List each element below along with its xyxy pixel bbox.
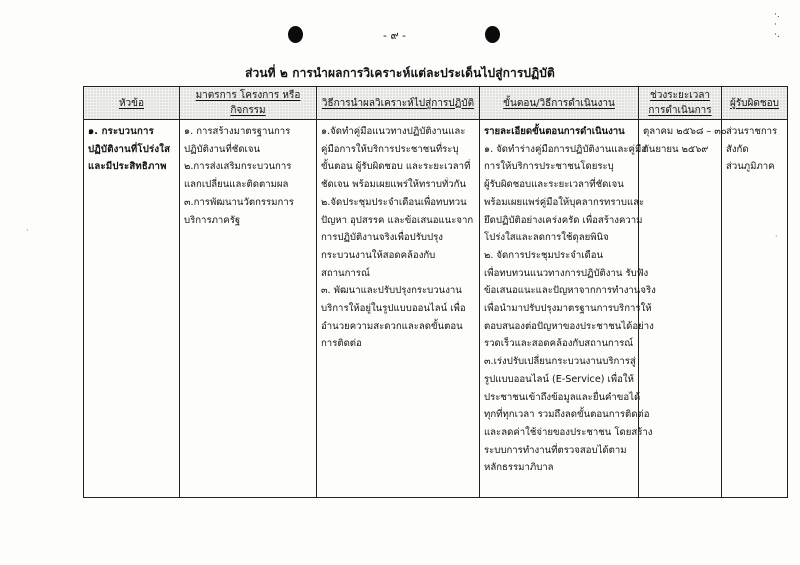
measure-line: บริการภาครัฐ [184, 214, 241, 226]
binder-hole-right [485, 26, 500, 43]
procedure-line: เพื่อทบทวนแนวทางการปฏิบัติงาน รับฟัง [484, 267, 649, 279]
topic-line: ๑. กระบวนการ [88, 126, 154, 137]
method-line: ๓. พัฒนาและปรับปรุงกระบวนงาน [321, 285, 462, 297]
header-topic: หัวข้อ [84, 87, 180, 120]
responsible-line: ส่วนภูมิภาค [726, 161, 775, 173]
procedure-line: ทุกที่ทุกเวลา รวมถึงลดขั้นตอนการติดต่อ [484, 409, 650, 421]
measure-line: ๓.การพัฒนานวัตกรรมการ [184, 196, 294, 208]
period-line: ตุลาคม ๒๕๖๘ – ๓๐ [643, 126, 727, 137]
procedure-line: ๑. จัดทำร่างคู่มือการปฏิบัติงานและคู่มือ [484, 143, 648, 155]
table-header-row [84, 87, 788, 120]
method-line: ๑.จัดทำคู่มือแนวทางปฏิบัติงานและ [321, 126, 466, 137]
scan-speck: · [775, 232, 778, 241]
cell-responsible [722, 120, 788, 498]
cell-methods [317, 120, 480, 498]
topic-line: และมีประสิทธิภาพ [88, 161, 167, 173]
procedure-line: เพื่อนำมาปรับปรุงมาตรฐานการบริการให้ [484, 303, 652, 315]
scan-speck: · [26, 226, 29, 235]
measure-line: ๒.การส่งเสริมกระบวนการ [184, 161, 292, 173]
cell-procedure [480, 120, 656, 498]
page-number: - ๙ - [383, 29, 406, 42]
measure-line: แลกเปลี่ยนและติดตามผล [184, 179, 289, 191]
header-responsible: ผู้รับผิดชอบ [722, 87, 788, 120]
procedure-line: ๒. จัดการประชุมประจำเดือน [484, 249, 604, 261]
header-procedure: ขั้นตอน/วิธีการดำเนินงาน [480, 87, 639, 120]
procedure-line: หลักธรรมาภิบาล [484, 462, 554, 474]
procedure-line: โปร่งใสและลดการใช้ดุลยพินิจ [484, 232, 609, 244]
measure-line: ปฏิบัติงานที่ชัดเจน [184, 143, 261, 155]
method-line: สถานการณ์ [321, 267, 370, 279]
header-methods: วิธีการนำผลวิเคราะห์ไปสู่การปฏิบัติ [317, 87, 480, 120]
procedure-line: ข้อเสนอแนะและปัญหาจากการทำงานจริง [484, 285, 656, 297]
procedure-line: ตอบสนองต่อปัญหาของประชาชนได้อย่าง [484, 320, 654, 332]
method-line: ปัญหา อุปสรรค และข้อเสนอแนะจาก [321, 214, 474, 226]
procedure-line: พร้อมเผยแพร่คู่มือให้บุคลากรทราบและ [484, 196, 645, 208]
cell-measures [180, 120, 317, 498]
method-line: กระบวนงานให้สอดคล้องกับ [321, 249, 436, 261]
binder-hole-left [288, 26, 303, 43]
responsible-line: ส่วนราชการ [726, 126, 778, 137]
measure-line: ๑. การสร้างมาตรฐานการ [184, 126, 291, 137]
method-line: ขั้นตอน ผู้รับผิดชอบ และระยะเวลาที่ [321, 161, 471, 173]
procedure-line: และลดค่าใช้จ่ายของประชาชน โดยสร้าง [484, 426, 653, 438]
page-title: ส่วนที่ ๒ การนำผลการวิเคราะห์แต่ละประเด็นไปสู่การปฏิบัติ [245, 66, 555, 80]
method-line: การติดต่อ [321, 338, 362, 350]
table-row [84, 120, 788, 498]
header-measures: มาตรการ โครงการ หรือกิจกรรม [180, 87, 317, 120]
procedure-line: รูปแบบออนไลน์ (E-Service) เพื่อให้ [484, 373, 634, 385]
procedure-heading: รายละเอียดขั้นตอนการดำเนินงาน [484, 126, 625, 137]
method-line: ชัดเจน พร้อมเผยแพร่ให้ทราบทั่วกัน [321, 179, 467, 191]
procedure-line: ผู้รับผิดชอบและระยะเวลาที่ชัดเจน [484, 179, 624, 191]
method-line: ๒.จัดประชุมประจำเดือนเพื่อทบทวน [321, 196, 467, 208]
procedure-line: ยึดปฏิบัติอย่างเคร่งครัด เพื่อสร้างความ [484, 214, 643, 226]
topic-line: ปฏิบัติงานที่โปร่งใส [88, 143, 171, 155]
procedure-line: รวดเร็วและสอดคล้องกับสถานการณ์ [484, 338, 634, 350]
header-period: ช่วงระยะเวลาการดำเนินการ [639, 87, 722, 120]
method-line: บริการให้อยู่ในรูปแบบออนไลน์ เพื่อ [321, 303, 466, 315]
method-line: คู่มือการให้บริการประชาชนที่ระบุ [321, 143, 459, 155]
implementation-table [83, 86, 788, 498]
responsible-line: สังกัด [726, 143, 749, 155]
method-line: การปฏิบัติงานจริงเพื่อปรับปรุง [321, 232, 443, 244]
procedure-line: การให้บริการประชาชนโดยระบุ [484, 161, 614, 173]
method-line: อำนวยความสะดวกและลดขั้นตอน [321, 320, 463, 332]
period-line: กันยายน ๒๕๖๙ [643, 143, 709, 155]
procedure-line: ระบบการทำงานที่ตรวจสอบได้ตาม [484, 444, 627, 456]
procedure-line: ประชาชนเข้าถึงข้อมูลและยื่นคำขอได้ [484, 391, 641, 403]
corner-scan-mark: ·. · ·. [774, 10, 780, 40]
procedure-line: ๓.เร่งปรับเปลี่ยนกระบวนงานบริการสู่ [484, 356, 636, 368]
cell-topic [84, 120, 180, 498]
